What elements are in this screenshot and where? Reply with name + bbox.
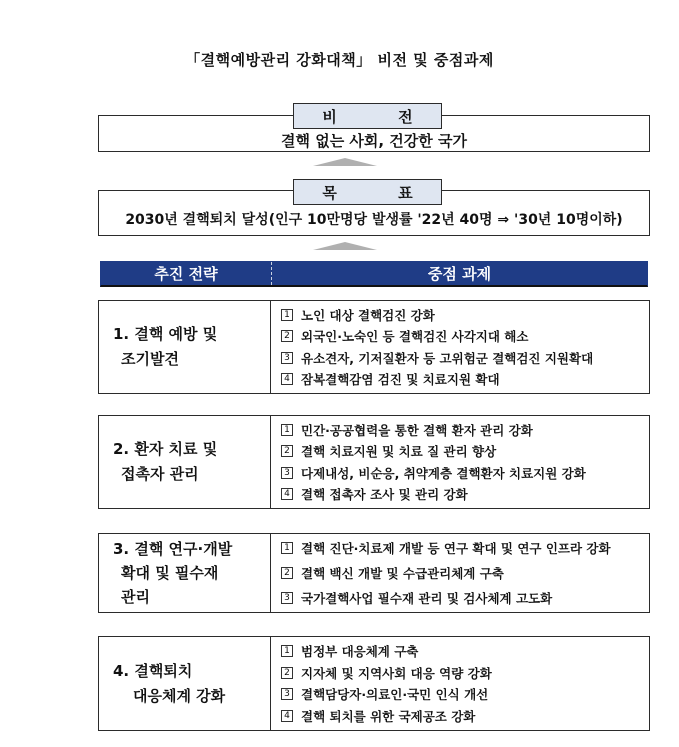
arrow-up-icon [313, 158, 377, 166]
task-text: 결핵담당자·의료인·국민 인식 개선 [301, 687, 489, 703]
task-text: 국가결핵사업 필수재 관리 및 검사체계 고도화 [301, 591, 553, 606]
task-item [281, 463, 649, 483]
task-item [281, 588, 649, 608]
strategy-block-4 [98, 636, 650, 731]
task-item [281, 706, 649, 726]
task-item [281, 484, 649, 504]
task-text: 결핵 진단·치료제 개발 등 연구 확대 및 연구 인프라 강화 [301, 541, 611, 556]
goal-label: 목 표 [293, 179, 442, 205]
number-box-icon: 2 [281, 445, 293, 457]
strategy-block-3 [98, 533, 650, 613]
number-box-icon: 4 [281, 488, 293, 500]
header-strategy: 추진 전략 [101, 262, 272, 285]
task-text: 노인 대상 결핵검진 강화 [301, 308, 435, 323]
strategy-name-line: 2. 환자 치료 및 [113, 440, 218, 458]
task-text: 유소견자, 기저질환자 등 고위험군 결핵검진 지원확대 [301, 350, 594, 366]
task-text: 결핵 퇴치를 위한 국제공조 강화 [301, 708, 476, 724]
number-box-icon: 1 [281, 309, 293, 321]
task-item [281, 369, 649, 389]
task-item [281, 663, 649, 683]
task-item [281, 326, 649, 346]
strategy-name-line: 조기발견 [121, 350, 179, 368]
number-box-icon: 3 [281, 688, 293, 700]
task-item [281, 684, 649, 704]
number-box-icon: 3 [281, 352, 293, 364]
strategy-name-line: 확대 및 필수재 [121, 564, 219, 582]
strategy-block-2 [98, 415, 650, 509]
task-text: 범정부 대응체계 구축 [301, 644, 419, 659]
strategy-name-line: 4. 결핵퇴치 [113, 661, 193, 680]
task-text: 외국인·노숙인 등 결핵검진 사각지대 해소 [301, 329, 529, 345]
goal-text: 2030년 결핵퇴치 달성(인구 10만명당 발생률 '22년 40명 ⇒ '30년 10명이하) [125, 212, 623, 228]
strategy-name-line: 3. 결핵 연구·개발 [113, 540, 233, 558]
number-box-icon: 4 [281, 710, 293, 722]
strategy-block-1 [98, 300, 650, 394]
task-list [271, 637, 649, 730]
vision-label: 비 전 [293, 103, 442, 129]
task-text: 잠복결핵감염 검진 및 치료지원 확대 [301, 371, 500, 387]
number-box-icon: 4 [281, 373, 293, 385]
task-item [281, 441, 649, 461]
number-box-icon: 2 [281, 567, 293, 579]
task-text: 결핵 접촉자 조사 및 관리 강화 [301, 486, 468, 502]
number-box-icon: 3 [281, 467, 293, 479]
header-tasks: 중점 과제 [427, 265, 492, 283]
strategy-name-line: 1. 결핵 예방 및 [113, 325, 218, 343]
number-box-icon: 1 [281, 542, 293, 554]
number-box-icon: 2 [281, 330, 293, 342]
task-item [281, 641, 649, 661]
strategy-name-line: 대응체계 강화 [133, 686, 226, 705]
task-list [271, 301, 649, 393]
strategy-name [99, 301, 271, 393]
strategy-name [99, 534, 271, 612]
table-header [100, 261, 648, 287]
arrow-up-icon [313, 242, 377, 250]
strategy-name-line: 접촉자 관리 [121, 465, 199, 483]
task-item [281, 305, 649, 325]
task-text: 지자체 및 지역사회 대응 역량 강화 [301, 665, 492, 681]
page-title: 「결핵예방관리 강화대책」 비전 및 중점과제 [185, 51, 494, 69]
task-item [281, 348, 649, 368]
task-item [281, 420, 649, 440]
task-list [271, 534, 649, 612]
vision-text: 결핵 없는 사회, 건강한 국가 [281, 132, 467, 150]
strategy-name [99, 637, 271, 730]
task-item [281, 538, 649, 558]
number-box-icon: 2 [281, 667, 293, 679]
number-box-icon: 1 [281, 645, 293, 657]
number-box-icon: 1 [281, 424, 293, 436]
task-text: 민간·공공협력을 통한 결핵 환자 관리 강화 [301, 423, 533, 438]
task-item [281, 563, 649, 583]
task-text: 다제내성, 비순응, 취약계층 결핵환자 치료지원 강화 [301, 465, 586, 481]
number-box-icon: 3 [281, 592, 293, 604]
strategy-name [99, 416, 271, 508]
task-text: 결핵 백신 개발 및 수급관리체계 구축 [301, 566, 504, 581]
task-list [271, 416, 649, 508]
strategy-name-line: 관리 [121, 588, 150, 606]
task-text: 결핵 치료지원 및 치료 질 관리 향상 [301, 444, 497, 460]
